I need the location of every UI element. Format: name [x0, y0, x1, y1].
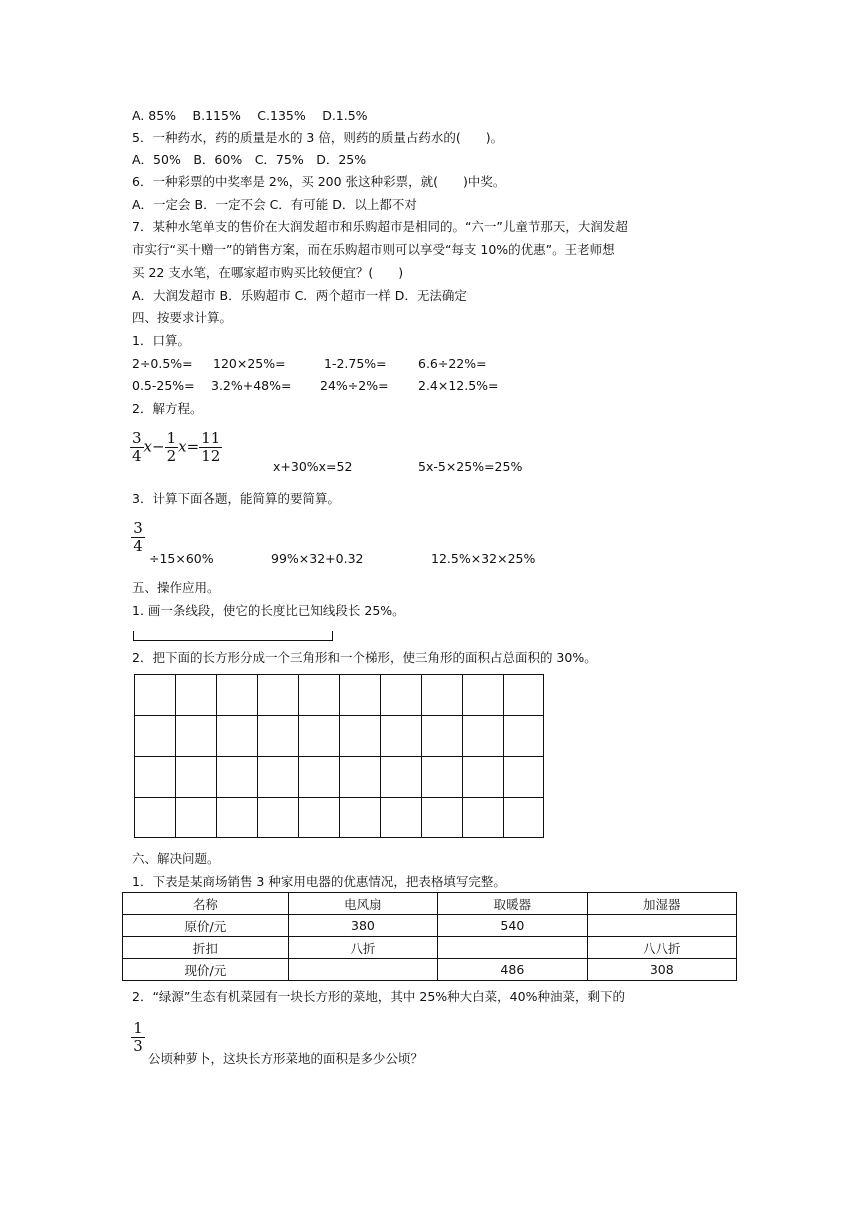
section-6-heading: 六、解决问题。 — [132, 851, 220, 866]
table-cell — [587, 915, 736, 937]
table-cell: 取暖器 — [438, 893, 587, 915]
appliance-discount-table — [122, 892, 737, 981]
table-row — [123, 915, 737, 937]
subsection-equations: 2．解方程。 — [132, 401, 203, 416]
grid-rectangle — [134, 674, 544, 838]
table-cell: 380 — [288, 915, 437, 937]
table-cell: 540 — [438, 915, 587, 937]
table-row — [123, 959, 737, 981]
task-divide-rectangle: 2．把下面的长方形分成一个三角形和一个梯形，使三角形的面积占总面积的 30%。 — [132, 650, 597, 665]
table-cell: 八八折 — [587, 937, 736, 959]
table-cell: 名称 — [123, 893, 289, 915]
subsection-compute: 3．计算下面各题，能简算的要简算。 — [132, 491, 340, 506]
calc-item: 1-2.75%= — [324, 356, 387, 371]
options-q7: A．大润发超市 B．乐购超市 C．两个超市一样 D．无法确定 — [132, 288, 467, 303]
question-7-line1: 7．某种水笔单支的售价在大润发超市和乐购超市是相同的。“六一”儿童节那天，大润发超 — [132, 219, 628, 234]
question-6: 6．一种彩票的中奖率是 2%，买 200 张这种彩票，就( )中奖。 — [132, 174, 506, 189]
compute-item-1: ÷15×60% — [149, 551, 214, 566]
problem-2-continued: 公顷种萝卜，这块长方形菜地的面积是多少公顷？ — [148, 1051, 424, 1066]
table-cell — [288, 959, 437, 981]
calc-item: 24%÷2%= — [320, 378, 389, 393]
calc-item: 120×25%= — [213, 356, 286, 371]
calc-item: 2.4×12.5%= — [418, 378, 499, 393]
section-4-heading: 四、按要求计算。 — [132, 310, 233, 325]
subsection-oral-calc: 1．口算。 — [132, 333, 190, 348]
task-draw-segment: 1. 画一条线段，使它的长度比已知线段长 25%。 — [132, 603, 405, 618]
known-line-segment — [133, 631, 333, 641]
table-cell: 八折 — [288, 937, 437, 959]
fraction-one-third: 1 3 — [131, 1020, 145, 1055]
question-7-line3: 买 22 支水笔，在哪家超市购买比较便宜？( ) — [132, 265, 404, 280]
question-5: 5．一种药水，药的质量是水的 3 倍，则药的质量占药水的( )。 — [132, 130, 504, 145]
fraction-three-quarters: 3 4 — [131, 520, 145, 555]
table-cell: 486 — [438, 959, 587, 981]
calc-item: 3.2%+48%= — [211, 378, 292, 393]
options-q5: A．50% B．60% C．75% D．25% — [132, 152, 367, 167]
table-cell: 现价/元 — [123, 959, 289, 981]
table-cell: 折扣 — [123, 937, 289, 959]
table-cell: 电风扇 — [288, 893, 437, 915]
question-7-line2: 市实行“买十赠一”的销售方案，而在乐购超市则可以享受“每支 10%的优惠”。王老师想 — [132, 242, 615, 257]
equation-3: 5x-5×25%=25% — [418, 459, 523, 474]
problem-1: 1．下表是某商场销售 3 种家用电器的优惠情况，把表格填写完整。 — [132, 874, 506, 889]
table-cell: 加湿器 — [587, 893, 736, 915]
option-line-q4: A. 85% B.115% C.135% D.1.5% — [132, 108, 368, 123]
table-row — [123, 893, 737, 915]
calc-item: 0.5-25%= — [132, 378, 195, 393]
calc-item: 2÷0.5%= — [132, 356, 193, 371]
table-cell: 308 — [587, 959, 736, 981]
options-q6: A．一定会 B．一定不会 C．有可能 D．以上都不对 — [132, 197, 417, 212]
problem-2: 2．“绿源”生态有机菜园有一块长方形的菜地，其中 25%种大白菜，40%种油菜，剩下的 — [132, 989, 625, 1004]
compute-item-3: 12.5%×32×25% — [431, 551, 536, 566]
table-cell — [438, 937, 587, 959]
table-cell: 原价/元 — [123, 915, 289, 937]
equation-2: x+30%x=52 — [273, 459, 353, 474]
section-5-heading: 五、操作应用。 — [132, 580, 220, 595]
equation-fraction: $\frac{3}{4}$ x− $\frac{1}{2}$ x= $\frac{11}{12}$ — [132, 429, 221, 465]
calc-item: 6.6÷22%= — [418, 356, 487, 371]
compute-item-2: 99%×32+0.32 — [271, 551, 364, 566]
table-row — [123, 937, 737, 959]
